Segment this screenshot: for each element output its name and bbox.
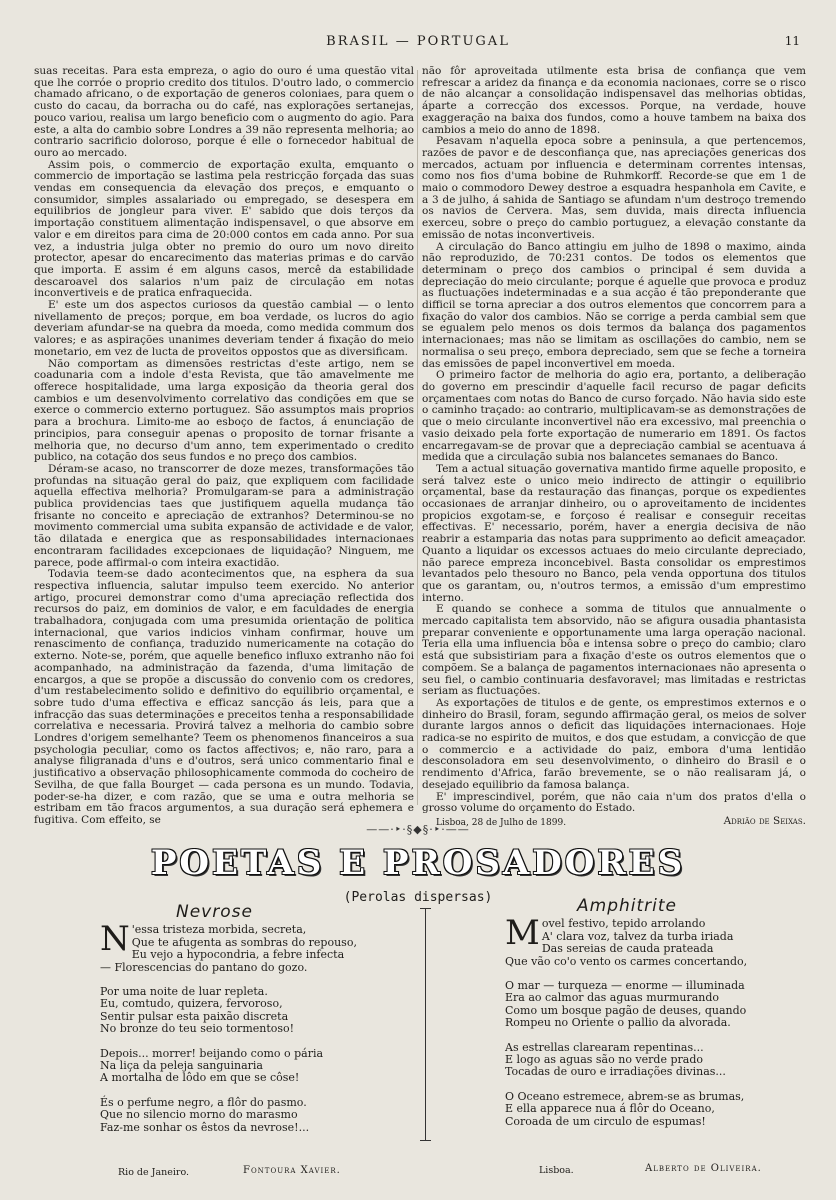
section-title: POETAS E PROSADORES	[150, 843, 686, 883]
poem-stanza	[505, 980, 805, 1030]
poem-line: E logo as aguas são no verde prado	[505, 1053, 703, 1067]
article-paragraph: Tem a actual situação governativa mantido firme aquelle proposito, e será talvez este o unico meio indirecto de attingir o equilibrio orçamental, base da restauração das finanças, porque os expedientes occasionaes de arranjar dinheiro, ou o aproveitamento de incidentes propicios exgotam-se, e forçoso é realisar e conseguir receitas effectivas. E' necessario, porém, haver a energia decisiva de não reabrir a estamparia das notas para supprimento ao deficit ameaçador. Quanto a liquidar os excessos actuaes do meio circulante depreciado, não parece empreza inconcebivel. Basta consolidar os emprestimos levantados pelo thesouro no Banco, pela venda opportuna dos titulos que os garantam, ou, n'outros termos, a emissão d'um emprestimo interno.	[422, 462, 806, 604]
poem-stanza	[505, 1042, 805, 1079]
poem-line: O Oceano estremece, abrem-se as brumas,	[505, 1089, 745, 1103]
running-head: BRASIL — PORTUGAL	[326, 34, 510, 49]
article-signature: Adrião de Seixas.	[723, 815, 806, 827]
poem-stanza	[100, 1048, 400, 1085]
section-ornament: ——·‣·§◆§·‣·——	[366, 823, 470, 836]
poem-amphitrite	[505, 896, 805, 1140]
article-paragraph: Não comportam as dimensões restrictas d'este artigo, nem se coadunaria com a indole d'esta Revista, que tão amavelmente me offerece hospitalidade, uma larga exposição da theoria geral dos cambios e um desenvolvimento correlativo das condições em que se exerce o commercio externo portuguez. São assumptos mais proprios para a brochura. Limito-me ao esboço de factos, á enunciação de principios, para conseguir apenas o proposito de tornar frisante a melhoria que, no decurso d'um anno, tem experimentado o credito publico, na cotação dos seus fundos e no preço dos cambios.	[34, 357, 414, 464]
article-paragraph: E' este um dos aspectos curiosos da questão cambial — o lento nivellamento de preços; porque, em boa verdade, os lucros do agio deveriam afundar-se na quebra da moeda, como medida commum dos valores; e as aspirações unanimes deveriam tender á fixação do meio monetario, em vez de lucta de proveitos oppostos que as diversificam.	[34, 299, 414, 358]
poem-line: Na liça da peleja sanguinaria	[100, 1059, 263, 1073]
article-paragraph: E' imprescindivel, porém, que não caia n'um dos pratos d'ella o grosso volume do orçamento do Estado.	[422, 790, 806, 815]
poem-line: Coroada de um circulo de espumas!	[505, 1114, 706, 1128]
poem-line: Por uma noite de luar repleta.	[100, 985, 268, 999]
poem-line: Sentir pulsar esta paixão discreta	[100, 1009, 289, 1023]
poem-line: Como um bosque pagão de deuses, quando	[505, 1003, 747, 1017]
poem-line: És o perfume negro, a flôr do pasmo.	[100, 1095, 307, 1109]
poem-title: Amphitrite	[577, 896, 677, 916]
poem-line: As estrellas clarearam repentinas...	[505, 1040, 704, 1054]
poem-line: Eu, comtudo, quizera, fervoroso,	[100, 997, 283, 1011]
poem-place: Rio de Janeiro.	[118, 1167, 190, 1178]
poem-line: A' clara voz, talvez da turba iriada	[541, 929, 734, 943]
article-paragraph: Todavia teem-se dado acontecimentos que, na esphera da sua respectiva influencia, salutar impulso teem exercido. No anterior artigo, procurei demonstrar como d'uma apreciação reflectida dos recursos do paiz, em dominios de valor, e em faculdades de energia trabalhadora, conjugada com uma presumida orientação de politica internacional, que varios indicios vinham confirmar, houve um renascimento de confiança, traduzido numericamente na cotação do externo. Note-se, porém, que aquelle benefico influxo extranho não foi acompanhado, na administração da fazenda, d'uma limitação de encargos, a que se propõe a discussão do convenio com os credores, d'um restabelecimento solido e definitivo do equilibrio orçamental, e sobre tudo d'uma effectiva e efficaz sancção ás leis, para que a infracção das suas determinações e preceitos tenha a responsabilidade correlativa e necessaria. Provirá talvez a melhoria do cambio sobre Londres d'origem semelhante? Teem os phenomenos financeiros a sua psychologia peculiar, como os factos affectivos; e, não raro, para a analyse filigranada d'uns e d'outros, será unico commentario final e justificativo a observação philosophicamente commoda do cocheiro de Sevilha, de que falla Bourget — cada persona es un mundo. Todavia, poder-se-ha dizer, e com razão, que se uma e outra melhoria se estribam em tão fracos argumentos, a sua duração será ephemera e fugitiva. Com effeito, se	[34, 568, 414, 826]
poem-divider-cap	[420, 1140, 431, 1141]
poem-line: — Florescencias do pantano do gozo.	[100, 960, 308, 974]
poem-line: Que no silencio morno do marasmo	[100, 1108, 298, 1122]
poem-author: Alberto de Oliveira.	[645, 1163, 762, 1174]
article-paragraph: O primeiro factor de melhoria do agio era, portanto, a deliberação do governo em prescindir d'aquelle facil recurso de pagar deficits orçamentaes com notas do Banco de curso forçado. Não havia sido este o caminho traçado: ao contrario, multiplicavam-se as demonstrações de que o meio circulante inconvertivel não era excessivo, mal preenchia o vasio deixado pela forte exportação de numerario em 1891. Os factos encarregavam-se de provar que a depreciação cambial se acentuava á medida que a circulação subia nos balancetes semanaes do Banco.	[422, 369, 806, 464]
poem-line: 'essa tristeza morbida, secreta,	[131, 923, 307, 937]
poem-place: Lisboa.	[539, 1165, 574, 1176]
poem-divider	[425, 908, 426, 1140]
poem-divider-cap	[420, 908, 431, 909]
article-column-right	[422, 66, 806, 829]
poem-line: Eu vejo a hypocondria, a febre infecta	[131, 948, 345, 962]
article-paragraph: não fôr aproveitada utilmente esta brisa de confiança que vem refrescar a aridez da finança e da economia nacionaes, corre se o risco de não alcançar a consolidação indispensavel das melhorias obtidas, áparte a correcção dos excessos. Porque, na verdade, houve exaggeração na baixa dos fundos, como a houve tambem na baixa dos cambios a meio do anno de 1898.	[422, 65, 806, 136]
poem-line: No bronze do teu seio tormentoso!	[100, 1022, 295, 1036]
drop-cap: M	[505, 913, 540, 954]
poem-title: Nevrose	[176, 902, 253, 922]
poem-line: ovel festivo, tepido arrolando	[541, 917, 706, 931]
poem-line: Tocadas de ouro e irradiações divinas...	[505, 1065, 726, 1079]
article-paragraph: Assim pois, o commercio de exportação exulta, emquanto o commercio de importação se lastima pela restricção forçada das suas vendas em consequencia da elevação dos preços, e emquanto o consumidor, simples assalariado ou empregado, se desespera em equilibrios de jongleur para viver. E' sabido que dois terços da importação constituem alimentação indispensavel, o que absorve em valor e em direitos para cima de 20:000 contos em cada anno. Por sua vez, a industria julga obter no premio do ouro um novo direito protector, apesar do encarecimento das materias primas e do carvão que importa. E assim é em alguns casos, mercê da estabilidade descaroavel dos salarios n'um paiz de circulação em notas inconvertiveis e de pratica enfraquecida.	[34, 158, 414, 300]
poem-stanza	[100, 986, 400, 1036]
poem-line: Que te afugenta as sombras do repouso,	[131, 935, 357, 949]
poem-line: O mar — turqueza — enorme — illuminada	[505, 979, 745, 993]
drop-cap: N	[100, 919, 130, 960]
page-number: 11	[784, 34, 800, 48]
poem-stanza	[100, 919, 400, 974]
poem-stanza	[100, 1097, 400, 1134]
article-paragraph: suas receitas. Para esta empreza, o agio do ouro é uma questão vital que lhe corróe o proprio credito dos titulos. D'outro lado, o commercio chamado africano, o de exportação de generos coloniaes, para quem o custo do cacau, da borracha ou do café, nas explorações sertanejas, pouco variou, realisa um largo beneficio com o augmento do agio. Para este, a alta do cambio sobre Londres a 39 não representa melhoria; ao contrario sacrificio doloroso, porque é elle o fornecedor habitual de ouro ao mercado.	[34, 65, 414, 159]
section-subtitle: (Perolas dispersas)	[343, 890, 493, 905]
poem-line: E ella apparece nua á flôr do Oceano,	[505, 1102, 715, 1116]
article-paragraph: As exportações de titulos e de gente, os emprestimos externos e o dinheiro do Brasil, foram, segundo affirmação geral, os meios de solver durante largos annos o deficit das liquidações internacionaes. Hoje radica-se no espirito de muitos, e dos que estudam, a convicção de que o commercio e a actividade do paiz, embora d'uma lentidão desconsoladora em seu desenvolvimento, o dinheiro do Brasil e o rendimento d'Africa, farão brevemente, se o não realisaram já, o desejado equilibrio da famosa balança.	[422, 696, 806, 791]
poem-line: Das sereias de cauda prateada	[541, 942, 714, 956]
poem-nevrose	[100, 902, 400, 1146]
article-column-left	[34, 66, 414, 827]
article-paragraph: Déram-se acaso, no transcorrer de doze mezes, transformações tão profundas na situação geral do paiz, que expliquem com facilidade aquella effectiva melhoria? Promulgaram-se para a administração publica providencias taes que justifiquem aquella mudança tão frisante no conceito e apreciação de extranhos? Determinou-se no movimento commercial uma subita expansão de actividade e de valor, tão dilatada e energica que as responsabilidades internacionaes encontraram facilidades excepcionaes de liquidação? Ninguem, me parece, pode affirmal-o com inteira exactidão.	[34, 462, 414, 569]
column-divider	[417, 70, 418, 805]
article-paragraph: Pesavam n'aquella epoca sobre a peninsula, a que pertencemos, razões de pavor e de desconfiança que, nas apreciações genericas dos mercados, actuam por influencia e determinam correntes intensas, como nos fios d'uma bobine de Ruhmkorff. Recorde-se que em 1 de maio o commodoro Dewey destroe a esquadra hespanhola em Cavite, e a 3 de julho, á sahida de Santiago se afundam n'um destroço tremendo os navios de Cervera. Mas, sem duvida, mais directa influencia exerceu, sobre o preço do cambio portuguez, a elevação constante da emissão de notas inconvertiveis.	[422, 135, 806, 241]
article-paragraph: E quando se conhece a somma de titulos que annualmente o mercado capitalista tem absorvido, não se afigura ousadia phantasista preparar conveniente e opportunamente uma larga operação nacional. Teria ella uma influencia bôa e intensa sobre o preço do cambio; claro está que subsistiriam para a fixação d'este os outros elementos que o compõem. Se a balança de pagamentos internacionaes não apresenta o seu fiel, o cambio continuaria desfavoravel; mas limitadas e restrictas seriam as fluctuações.	[422, 603, 806, 698]
poem-author: Fontoura Xavier.	[243, 1165, 341, 1176]
poem-line: Rompeu no Oriente o pallio da alvorada.	[505, 1016, 731, 1030]
article-paragraph: A circulação do Banco attingiu em julho de 1898 o maximo, ainda não reproduzido, de 70:231 contos. De todos os elementos que determinam o preço dos cambios o principal é sem duvida a depreciação do meio circulante; porque é aquelle que provoca e produz as fluctuações indeterminadas e a sua acção é tão preponderante que difficil se torna apreciar a dos outros elementos que concorrem para a fixação do valor dos cambios. Não se corrige a perda cambial sem que se egualem pelo menos os dois termos da balança dos pagamentos internacionaes; mas não se limitam as oscillações do cambio, nem se normalisa o seu preço, embora depreciado, sem que se feche a torneira das emissões de papel inconvertivel em moeda.	[422, 240, 806, 370]
poem-stanza	[505, 913, 805, 968]
poem-line: A mortalha de lôdo em que se côse!	[100, 1071, 300, 1085]
poem-stanza	[505, 1091, 805, 1128]
poem-line: Que vão co'o vento os carmes concertando,	[505, 954, 748, 968]
poem-line: Faz-me sonhar os êstos da nevrose!...	[100, 1120, 310, 1134]
poem-line: Era ao calmor das aguas murmurando	[505, 991, 720, 1005]
article-dateline: Lisboa, 28 de Julho de 1899.	[436, 817, 567, 828]
poem-line: Depois... morrer! beijando como o pária	[100, 1046, 324, 1060]
